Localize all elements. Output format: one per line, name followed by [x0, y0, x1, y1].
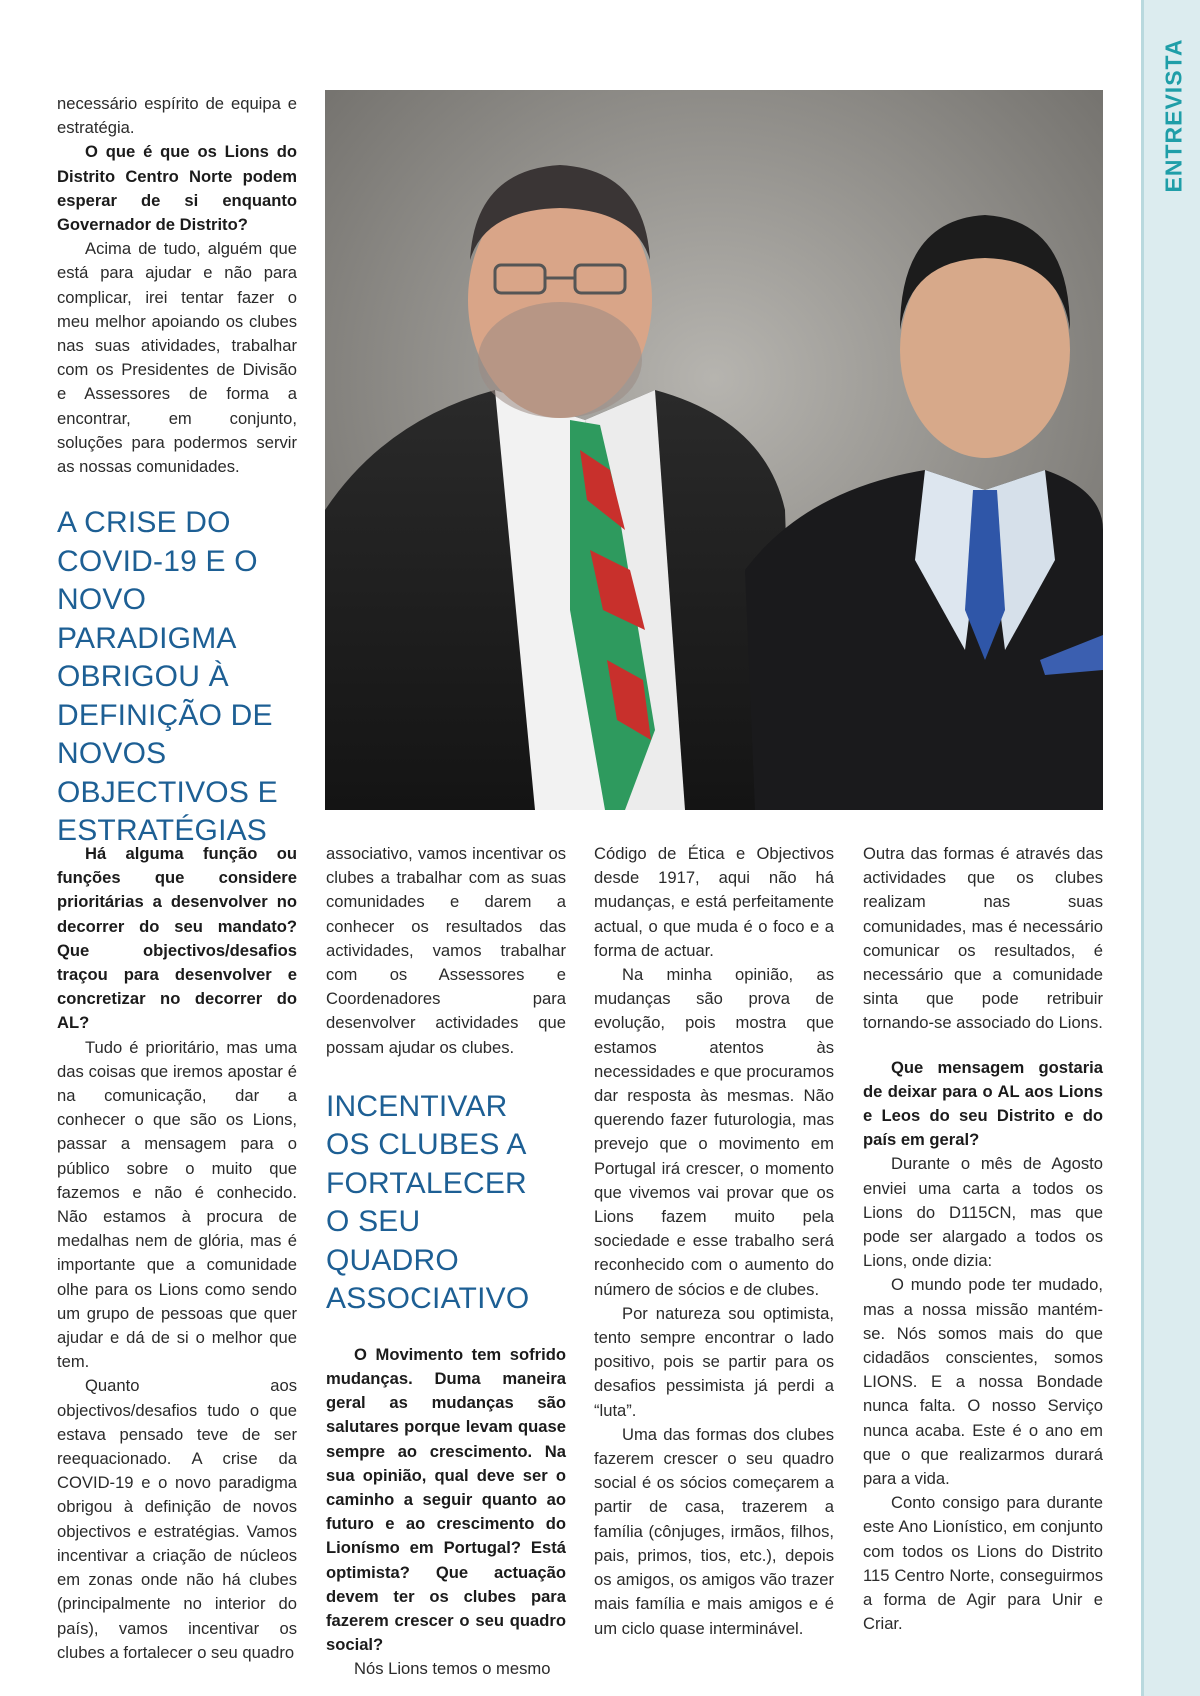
- paragraph: Uma das formas dos clubes fazerem crescer o seu quadro social é os sócios começarem a partir de casa, trazerem a família (cônjuges, irmãos, filhos, pais, primos, tios, etc.), depois os amigos, os amigos vão trazer mais família e mais amigos e é um ciclo quase interminável.: [594, 1424, 834, 1638]
- section-tab: [1156, 40, 1192, 190]
- paragraph: Tudo é prioritário, mas uma das coisas que iremos apostar é na comunicação, dar a conhecer o que são os Lions, passar a mensagem para o público sobre o muito que fazemos e não é conhecido. Não estamos à procura de medalhas nem de glória, mas é importante que a comunidade olhe para os Lions como sendo um grupo de pessoas que quer ajudar e dá de si o melhor que tem.: [57, 1037, 297, 1372]
- section-tab-label: ENTREVISTA: [1160, 38, 1187, 192]
- paragraph: Código de Ética e Objectivos desde 1917, aqui não há mudanças, e está perfeitamente actual, o que muda é o foco e a forma de actuar.: [594, 844, 834, 960]
- column-3: [594, 842, 834, 1641]
- column-1-bottom: [57, 842, 297, 1665]
- paragraph: associativo, vamos incentivar os clubes a trabalhar com as suas comunidades e darem a conhecer os resultados das actividades, vamos trabalhar com os Assessores e Coordenadores para desenvolver actividades que possam ajudar os clubes.: [326, 844, 566, 1057]
- column-1-top: [57, 92, 297, 479]
- paragraph: O mundo pode ter mudado, mas a nossa missão mantém-se. Nós somos mais do que cidadãos conscientes, somos LIONS. E a nossa Bondade nunca falta. O nosso Serviço nunca acaba. Este é o ano em que o que realizarmos durará para a vida.: [863, 1275, 1103, 1489]
- side-band: [1141, 0, 1200, 1696]
- interview-question: Que mensagem gostaria de deixar para o AL aos Lions e Leos do seu Distrito e do país em geral?: [863, 1057, 1103, 1150]
- photo-two-men: [325, 90, 1103, 810]
- paragraph: Durante o mês de Agosto enviei uma carta a todos os Lions do D115CN, mas que pode ser alargado a todos os Lions, onde dizia:: [863, 1154, 1103, 1271]
- paragraph: Conto consigo para durante este Ano Lionístico, em conjunto com todos os Lions do Distrito 115 Centro Norte, conseguirmos a forma de Agir para Unir e Criar.: [863, 1493, 1103, 1634]
- paragraph: necessário espírito de equipa e estratégia.: [57, 94, 297, 138]
- portrait-illustration: [325, 90, 1103, 810]
- paragraph: Outra das formas é através das actividades que os clubes realizam nas suas comunidades, mas é necessário comunicar os resultados, é necessário que a comunidade sinta que pode retribuir tornando-se associado do Lions.: [863, 844, 1103, 1033]
- interview-question: O Movimento tem sofrido mudanças. Duma maneira geral as mudanças são salutares porque levam quase sempre ao crescimento. Na sua opinião, qual deve ser o caminho a seguir quanto ao futuro e ao crescimento do Lionísmo em Portugal? Está optimista? Que actuação devem ter os clubes para fazerem crescer o seu quadro social?: [326, 1344, 566, 1655]
- section-heading: INCENTIVAR OS CLUBES A FORTALECER O SEU QUADRO ASSOCIATIVO: [326, 1089, 530, 1316]
- interview-question: O que é que os Lions do Distrito Centro Norte podem esperar de si enquanto Governador de Distrito?: [57, 142, 297, 235]
- paragraph: Quanto aos objectivos/desafios tudo o que estava pensado teve de ser reequacionado. A crise da COVID-19 e o novo paradigma obrigou à definição de novos objectivos e estratégias. Vamos incentivar a criação de núcleos em zonas onde não há clubes (principalmente no interior do país), vamos incentivar os clubes a fortalecer o seu quadro: [57, 1376, 297, 1662]
- paragraph: Acima de tudo, alguém que está para ajudar e não para complicar, irei tentar fazer o meu melhor apoiando os clubes nas suas atividades, trabalhar com os Presidentes de Divisão e Assessores de forma a encontrar, em conjunto, soluções para podermos servir as nossas comunidades.: [57, 239, 297, 477]
- paragraph: Na minha opinião, as mudanças são prova de evolução, pois mostra que estamos atentos às necessidades e que procuramos dar resposta às mesmas. Não querendo fazer futurologia, mas prevejo que o movimento em Portugal irá crescer, o momento que vivemos vai provar que os Lions fazem muito pela sociedade e esse trabalho será reconhecido com o aumento do número de sócios e de clubes.: [594, 965, 834, 1299]
- paragraph: Nós Lions temos o mesmo: [354, 1659, 551, 1679]
- column-2: [326, 842, 566, 1682]
- column-4: [863, 842, 1103, 1637]
- section-heading: A CRISE DO COVID-19 E O NOVO PARADIGMA OBRIGOU À DEFINIÇÃO DE NOVOS OBJECTIVOS E ESTRATÉGIAS: [57, 506, 278, 847]
- paragraph: Por natureza sou optimista, tento sempre encontrar o lado positivo, pois se partir para os desafios pessimista já perdi a “luta”.: [594, 1303, 834, 1420]
- interview-question: Há alguma função ou funções que considere prioritárias a desenvolver no decorrer do seu mandato? Que objectivos/desafios traçou para desenvolver e concretizar no decorrer do AL?: [57, 844, 297, 1033]
